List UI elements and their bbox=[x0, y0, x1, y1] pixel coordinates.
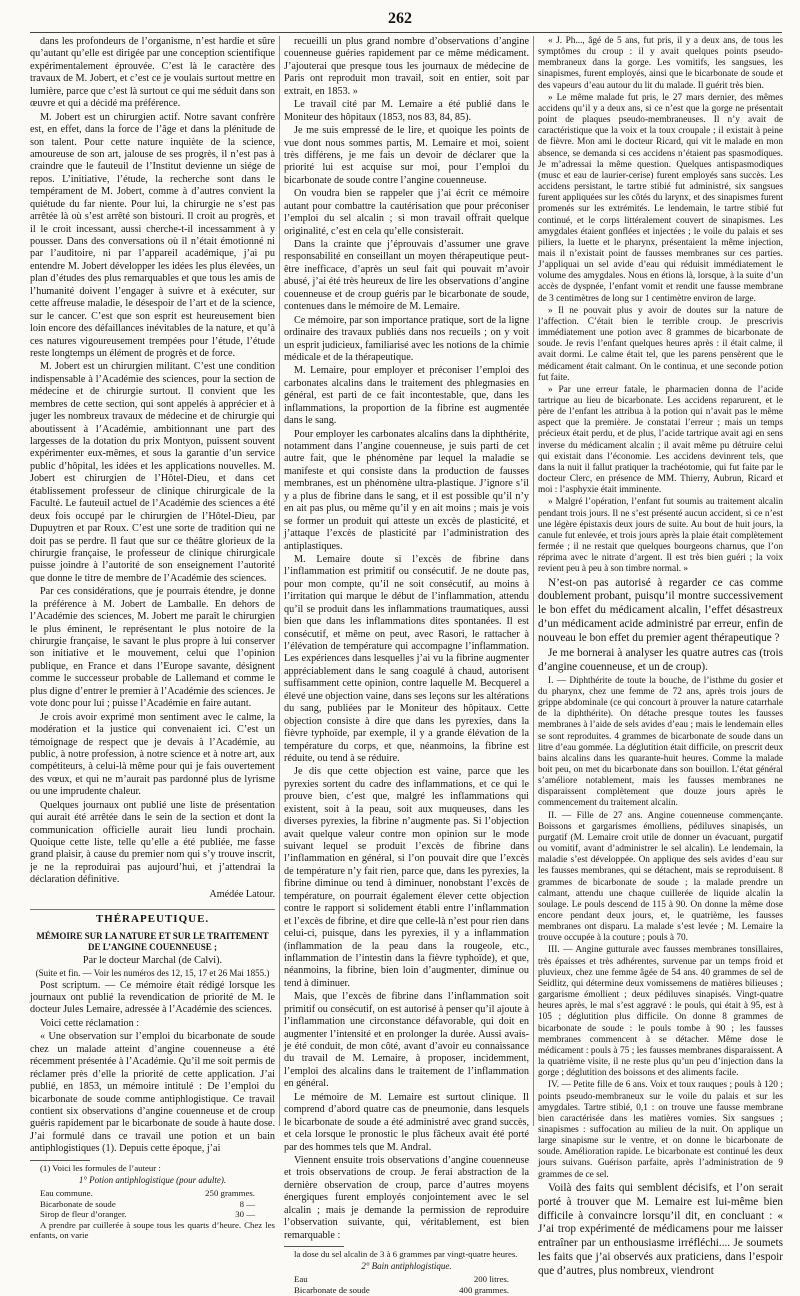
formula-row bbox=[30, 1209, 275, 1220]
column-middle bbox=[284, 36, 529, 1295]
paragraph: N’est-on pas autorisé à regarder ce cas comme doublement probant, puisqu’il montre successivement le bon effet du médicament alcalin, l’effet désastreux d’un médicament acide administré par erreur, enfin de nouveau le bon effet du premier agent thérapeutique ? bbox=[538, 576, 783, 645]
paragraph: Viennent ensuite trois observations d’angine couenneuse et trois observations de croup. Je ferai abstraction de la dernière observation de croup, parce d’autres moyens énergiques furent employés conjointement avec le sel alcalin ; mais je demande la permission de reproduire l’observation suivante, qui, véritablement, est bien remarquable : bbox=[284, 1154, 529, 1241]
column-divider bbox=[533, 36, 534, 1126]
formula-ingredient: Eau bbox=[294, 1274, 308, 1285]
formula-quantity: 250 grammes. bbox=[205, 1187, 255, 1198]
paragraph: M. Lemaire, pour employer et préconiser l’emploi des carbonates alcalins dans le traitement des phlegmasies en général, est parti de ce fait incontestable, que, dans les inflammations, la proportion de la fibrine est augmentée dans le sang. bbox=[284, 365, 529, 427]
formula-ingredient: Bicarbonate de soude bbox=[40, 1198, 116, 1209]
paragraph: Je me bornerai à analyser les quatre autres cas (trois d’angine couenneuse, et un de croup). bbox=[538, 646, 783, 673]
paragraph: Dans la crainte que j’éprouvais d’assumer une grave responsabilité en conseillant un moyen thérapeutique peut-être inefficace, d’après un seul fait qui pouvait m’avoir abusé, j’ai été très heureux de lire les observations d’angine couenneuse et de croup guéris par le bicarbonate de soude, contenues dans le mémoire de M. Lemaire. bbox=[284, 239, 529, 313]
case-summary: I. — Diphthérite de toute la bouche, de l’isthme du gosier et du pharynx, chez une femme de 72 ans, après trois jours de grippe abdominale (ce qui concourt à prouver la nature catarrhale de la diphthérite). On détache presque toutes les fausses membranes à l’aide de sels avides d’eau ; mais le lendemain elles se sont reproduites. 4 grammes de bicarbonate de soude dans un litre d’eau gommée. La déglutition était difficile, on prescrit deux bains alcalins dans les quarante-huit heures. Comme la malade boit peu, on met du bicarbonate dans son bouillon. L’état général s’améliore notablement, mais les fausses membranes ne disparaissent complètement que douze jours après le commencement du traitement alcalin. bbox=[538, 675, 783, 809]
paragraph: Post scriptum. — Ce mémoire était rédigé lorsque les journaux ont publié la revendication de priorité de M. le docteur Jules Lemaire, adressée à l’Académie des sciences. bbox=[30, 979, 275, 1016]
footnote-text: la dose du sel alcalin de 3 à 6 grammes par vingt-quatre heures. bbox=[294, 1249, 518, 1259]
paragraph: Ce mémoire, par son importance pratique, sort de la ligne ordinaire des travaux publiés dans nos recueils ; on y voit un esprit judicieux, familiarisé avec les notions de la chimie médicale et de la thérapeutique. bbox=[284, 314, 529, 363]
paragraph: Je me suis empressé de le lire, et quoique les points de vue dont nous sommes partis, M. Lemaire et moi, soient très différens, je me fais un devoir de déclarer que la priorité lui est acquise sur moi, pour l’emploi du bicarbonate de soude contre l’angine couenneuse. bbox=[284, 125, 529, 186]
paragraph: Le mémoire de M. Lemaire est surtout clinique. Il comprend d’abord quatre cas de pneumonie, dans lesquels le bicarbonate de soude a été administré avec grand succès, et cela lorsque le pronostic le plus fâcheux avait été porté par des hommes tels que M. Andral. bbox=[284, 1091, 529, 1153]
article-author: Par le docteur Marchal (de Calvi). bbox=[82, 954, 223, 966]
case-paragraph: » Malgré l’opération, l’enfant fut soumis au traitement alcalin pendant trois jours. Il ne s’est présenté aucun accident, si ce n’est une légère épistaxis deux jours de suite. Au bout de huit jours, la canule fut enlevée, et trois jours après la plaie était complètement fermée ; il ne restait que quelques bourgeons charnus, que l’on réprima avec le nitrate d’argent. Il est très bien guéri ; la voix revient peu à peu à son timbre normal. » bbox=[538, 497, 783, 575]
formula-row bbox=[284, 1274, 529, 1285]
case-paragraph: » Il ne pouvait plus y avoir de doutes sur la nature de l’affection. C’était bien le terrible croup. Je prescrivis immédiatement une potion avec 8 grammes de bicarbonate de soude. Je revis l’enfant quelques heures après : il était calme, il avait dormi. Le calme était tel, que les parens pensèrent que le médicament était calmant. On le continua, et une seconde potion fut faite. bbox=[538, 305, 783, 383]
paragraph: Mais, que l’excès de fibrine dans l’inflammation soit primitif ou consécutif, on est autorisé à penser qu’il ajoute à l’inflammation une circonstance défavorable, qui doit en augmenter l’intensité et en prolonger la durée. Aussi avais-je été conduit, de mon côté, avant d’avoir eu connaissance du travail de M. Lemaire, à proposer, incidemment, l’emploi des alcalins dans le traitement de l’inflammation en général. bbox=[284, 991, 529, 1090]
paragraph: M. Lemaire doute si l’excès de fibrine dans l’inflammation est primitif ou consécutif. Je ne doute pas, pour mon compte, qu’il ne soit consécutif, au moins à l’irritation qui marque le début de l’inflammation, attendu qu’il se produit dans les inflammations traumatiques, aussi bien que dans les inflammations dites spontanées. Il est consécutif, et même on peut, avec Rasori, le rattacher à l’élévation de température qui accompagne l’inflammation. Les expériences dans lesquelles j’ai vu la fibrine augmenter appréciablement dans le sang coagulé à chaud, autorisent suffisamment cette opinion, contre laquelle M. Becquerel a élevé une objection vaine, dans ses leçons sur les altérations du sang, publiées par le Moniteur des hôpitaux. Cette objection consiste à dire que dans les pyrexies, dans la fièvre typhoïde, par exemple, il y a grande élévation de la température du corps, et que, néanmoins, la fibrine est réduite, ou tend à se réduire. bbox=[284, 553, 529, 764]
paragraph: Par ces considérations, que je pourrais étendre, je donne la préférence à M. Jobert de Lamballe. En dehors de l’Académie des sciences, M. Jobert me paraît le chirurgien le plus éminent, le représentant le plus notoire de la chirurgie française, le savant le plus propre à lui conserver son initiative et le mouvement, celui que l’opinion publique, en France et dans l’Europe savante, désignent comme le successeur probable de Lallemand et comme le plus digne d’entrer le premier à l’Académie des sciences. Je vote donc pour lui ; puisse l’Académie en faire autant. bbox=[30, 586, 275, 710]
formula-title: 2° Bain antiphlogistique. bbox=[361, 1261, 452, 1272]
formula-ingredient: Sirop de fleur d’oranger. bbox=[40, 1209, 127, 1220]
paragraph: recueilli un plus grand nombre d’observations d’angine couenneuse guéries rapidement par ce même médicament. J’ajouterai que presque tous les journaux de médecine de Paris ont reproduit mon travail, soit en entier, soit par extrait, en 1853. » bbox=[284, 36, 529, 97]
case-summary: III. — Angine gutturale avec fausses membranes tonsillaires, très épaisses et très adhérentes, survenue par un temps froid et pluvieux, chez une femme âgée de 54 ans. 40 grammes de sel de Seidlitz, qui détermine deux vomissemens de matières bilieuses ; gargarisme émollient ; deux pédiluves sinapisés. Vingt-quatre heures après, le mal s’est aggravé : le pouls, qui était à 95, est à 105 ; déglutition plus difficile. On donne 8 grammes de bicarbonate de soude : le pouls tombe à 90 ; les fausses membranes commencent à se détacher. Même dose le médicament : pouls à 75 ; les fausses membranes disparaissent. A la quatrième visite, il ne reste plus qu’un peu d’injection dans la gorge ; déglutition des boissons et des aliments facile. bbox=[538, 945, 783, 1079]
paragraph: On voudra bien se rappeler que j’ai écrit ce mémoire autant pour combattre la cautérisation que pour préconiser l’emploi du sel alcalin ; si mon travail offrait quelque originalité, c’est en cela qu’elle consisterait. bbox=[284, 188, 529, 237]
header-rule bbox=[30, 32, 782, 33]
footnote-rule bbox=[284, 1246, 344, 1247]
paragraph: « Une observation sur l’emploi du bicarbonate de soude chez un malade atteint d’angine couenneuse a été récemment présentée à l’Académie. Qu’il me soit permis de réclamer près d’elle la priorité de cette application. J’ai publié, en 1853, un mémoire intitulé : De l’emploi du bicarbonate de soude comme antiphlogistique. Ce travail contient six observations d’angine couenneuse et de croup guéris rapidement par le bicarbonate de soude à haute dose. J’ai formulé dans ce travail une potion et un bain antiphlogistiques (1). Depuis cette époque, j’ai bbox=[30, 1031, 275, 1155]
column-left bbox=[30, 36, 275, 1241]
formula-quantity: 8 — bbox=[239, 1198, 255, 1209]
case-summary: II. — Fille de 27 ans. Angine couenneuse commençante. Boissons et gargarismes émolliens, pédiluves sinapisés, un purgatif (M. Lemaire croit utile de donner un évacuant, purgatif ou vomitif, avant d’administrer le sel alcalin). Le lendemain, la maladie s’est développée. On applique des sels avides d’eau sur les fausses membranes, qui se détachent, mais se reproduisent. 8 grammes de bicarbonate de soude ; la malade prendre un calmant, attendu une chaque cuillerée de liquide alcalin la soulage. Le pouls descend de 115 à 90. On donne la même dose encore pendant deux jours, et, le quatrième, les fausses membranes ont disparu. La malade s’est levée ; M. Lemaire la trouve occupée à la couture ; pouls à 70. bbox=[538, 810, 783, 944]
case-summary: IV. — Petite fille de 6 ans. Voix et toux rauques ; pouls à 120 ; points pseudo-membraneux sur le voile du palais et sur les amygdales. Tartre stibié, 0,1 : on trouve une fausse membrane bien caractérisée dans les matières vomies. Six sangsues ; sinapismes : suffocation au milieu de la nuit. On applique un large sinapisme sur le ventre, et on donne le bicarbonate de soude. Amélioration rapide. Le bicarbonate est continué les deux jours suivans. Guérison parfaite, après l’administration de 9 grammes de ce sel. bbox=[538, 1080, 783, 1180]
paragraph: M. Jobert est un chirurgien militant. C’est une condition indispensable à l’Académie des sciences, pour la section de médecine et de chirurgie surtout. Il convient que les membres de cette section, qui sont appelés à apprécier et à juger les nombreux travaux de médecine et de chirurgie qui aboutissent à l’Académie, ambitionnant une part des largesses de la dotation du prix Montyon, puissent souvent expérimenter eux-mêmes, et sous la garantie d’un service public d’hôpital, les idées et les applications nouvelles. M. Jobert est chirurgien de l’Hôtel-Dieu, et dans cet établissement professeur de clinique chirurgicale de la Faculté. Le fauteuil actuel de l’Académie des sciences a été deux fois occupé par le chirurgien de l’Hôtel-Dieu, par Dupuytren et par Roux. C’est une sorte de tradition qui ne doit pas se perdre. Il faut que sur ce théâtre glorieux de la chirurgie française, le professeur de clinique chirurgicale puisse joindre à l’autorité de son enseignement l’autorité que donne le titre de membre de l’Académie des sciences. bbox=[30, 361, 275, 584]
section-title: THÉRAPEUTIQUE. bbox=[30, 909, 275, 926]
formula-quantity: 400 grammes. bbox=[459, 1284, 509, 1295]
footnote-intro: (1) Voici les formules de l’auteur : bbox=[40, 1162, 161, 1173]
paragraph: Voilà des faits qui semblent décisifs, et l’on serait porté à trouver que M. Lemaire est lui-même bien difficile à convaincre lorsqu’il dit, en concluant : « J’ai trop expérimenté de médicamens pour me laisser entraîner par un enthousiasme irréfléchi.... Je soumets les faits que j’ai observés aux praticiens, dans l’espoir que d’autres, plus nombreux, viendront bbox=[538, 1181, 783, 1278]
paragraph: Voici cette réclamation : bbox=[40, 1017, 140, 1029]
case-paragraph: » Le même malade fut pris, le 27 mars dernier, des mêmes accidens qu’il y a deux ans, si ce n’est que la gorge ne présentait point de plaques pseudo-membraneuses. Il n’y avait de caractéristique que la voix et la toux croupale ; il existait à peine de fièvre. Mon ami le docteur Ricard, qui vit le malade en mon absence, se demanda si ces accidens n’étaient pas spasmodiques. Je m’adressai la même question. Quelques antispasmodiques (musc et eau de laurier-cerise) furent employés sans succès. Les accidens persistant, le tartre stibié fut administré, six sangsues furent appliquées sur les côtés du larynx, et des sinapismes furent promenés sur les extrémités. Le lendemain, le tartre stibié fut continué, et le corps littéralement couvert de sinapismes. Les amygdales étaient gonflées et injectées ; le voile du palais et ses piliers, la luette et le pharynx, présentaient la même injection, mais il n’existait point de fausses membranes sur ces parties. J’appliquai un sel avide d’eau qui réduisit immédiatement le volume des amygdales. Nous en étions là, lorsque, à la suite d’un accès de dyspnée, l’enfant vomit et rendit une fausse membrane de 3 centimètres de long sur 1 centimètre environ de large. bbox=[538, 92, 783, 304]
formula-ingredient: Eau commune. bbox=[40, 1187, 93, 1198]
formula-quantity: 30 — bbox=[235, 1209, 255, 1220]
case-paragraph: « J. Ph..., âgé de 5 ans, fut pris, il y a deux ans, de tous les symptômes du croup : il y avait quelques points pseudo-membraneux dans la gorge. Les vomitifs, les sangsues, les sinapismes, furent employés, ainsi que le bicarbonate de soude et des vapeurs d’eau autour du lit du malade. Il guérit très bien. bbox=[538, 36, 783, 91]
footnote-text: A prendre par cuillerée à soupe tous les quarts d’heure. Chez les enfants, on varie bbox=[30, 1219, 275, 1241]
paragraph: Quelques journaux ont publié une liste de présentation qui aurait été arrêtée dans le sein de la section et dont la communication officielle aurait lieu lundi prochain. Quoique cette liste, telle qu’elle a été publiée, me fasse grand plaisir, à cause du premier nom qui s’y trouve inscrit, je ne la reproduirai pas aujourd’hui, et j’attendrai la déclaration définitive. bbox=[30, 799, 275, 886]
case-paragraph: » Par une erreur fatale, le pharmacien donna de l’acide tartrique au lieu de bicarbonate. Les accidens reparurent, et le père de l’enfant les attribua à la potion qui n’avait pas le même aspect que la première. Je constatai l’erreur ; mais un temps précieux était perdu, et de plus, l’acide tartrique avait agi en sens inverse du médicament alcalin ; il avait même pu détruire celui qui existait dans l’économie. Les accidens devinrent tels, que dans la nuit il fallut pratiquer la trachéotomie, qui fut faite par le docteur Clerc, en présence de MM. Thierry, Aubrun, Ricard et moi : l’asphyxie était imminente. bbox=[538, 384, 783, 496]
article-title: MÉMOIRE SUR LA NATURE ET SUR LE TRAITEMENT DE L’ANGINE COUENNEUSE ; bbox=[36, 930, 269, 952]
paragraph: M. Jobert est un chirurgien actif. Notre savant confrère est, en effet, dans la force de l’âge et dans la plénitude de son talent. Pour cette nature inquiète de la science, amoureuse de son art, jalouse de ses progrès, il n’est pas à craindre que le fauteuil de l’Institut devienne un siége de repos. L’initiative, l’étude, la recherche sont dans le tempérament de M. Jobert, comme à d’autres convient la quiétude du far niente. Pour lui, la chirurgie ne s’est pas arrêtée là où s’est arrêté son bistouri. Il croit au progrès, et il le croit incessant, aussi cherche-t-il incessamment à y pousser. Dans des conversations où il n’était émotionné ni par l’auditoire, ni par l’appareil académique, j’ai pu entendre M. Jobert développer les idées les plus élevées, un plan d’études des plus remarquables et que tous les amis de l’humanité doivent l’engager à suivre et à exécuter, sur cette affreuse maladie, le désespoir de l’art et de la science, sur le cancer. C’est que son esprit est heureusement bien loin encore des défaillances inévitables de la nature, et qu’à ces natures vigoureusement trempées pour l’étude, l’étude reste longtemps un élément de progrès et de force. bbox=[30, 111, 275, 359]
formula-title: 1° Potion antiphlogistique (pour adulte). bbox=[78, 1174, 227, 1185]
formula-quantity: 200 litres. bbox=[473, 1274, 509, 1285]
formula-row bbox=[30, 1199, 275, 1210]
paragraph: dans les profondeurs de l’organisme, n’est hardie et sûre qu’autant qu’elle est dirigée par une conception scientifique expérimentalement éprouvée. C’est là le caractère des travaux de M. Jobert, et c’est ce je voulais surtout mettre en lumière, parce que c’est là surtout ce qui me séduit dans son œuvre et qui a décidé ma préférence. bbox=[30, 36, 275, 110]
formula-row bbox=[284, 1285, 529, 1296]
paragraph: Je dis que cette objection est vaine, parce que les pyrexies sortent du cadre des inflammations, et ce qui le prouve bien, c’est que, malgré les inflammations qui existent, soit à la peau, soit aux muqueuses, dans les diverses pyrexies, la fibrine n’augmente pas. Si l’objection avait quelque valeur contre mon opinion sur le mode suivant lequel se produit l’excès de fibrine dans l’inflammation en général, si l’on pouvait dire que l’excès de température n’y fait rien, parce que, dans les pyrexies, la fibrine diminue ou tend à diminuer, nonobstant l’excès de température, on pourrait également élever cette objection contre le rapport si solidement établi entre l’inflammation et l’excès de fibrine, et dire que celle-là n’est pour rien dans celui-ci, puisque, dans les pyrexies, il y a inflammation (inflammation de la peau dans la rougeole, etc., inflammation de l’intestin dans la fièvre typhoïde), et que, néanmoins, la fibrine, bien loin d’augmenter, diminue ou tend à diminuer. bbox=[284, 766, 529, 989]
column-divider bbox=[279, 36, 280, 1126]
column-right bbox=[538, 36, 783, 1278]
formula-row bbox=[30, 1188, 275, 1199]
page-number: 262 bbox=[388, 10, 412, 27]
footnote-rule bbox=[30, 1160, 90, 1161]
formula-ingredient: Bicarbonate de soude bbox=[294, 1284, 370, 1295]
paragraph: Je crois avoir exprimé mon sentiment avec le calme, la modération et la justice qui convenaient ici. C’est un témoignage de respect que je devais à l’Académie, au public, à notre profession, à notre science et à notre art, aux compétiteurs, à celui-là même pour qui je fais ouvertement des vœux, et qui ne m’aurait pas pardonné plus de lyrisme ou une imprudente chaleur. bbox=[30, 711, 275, 798]
author-signature: Amédée Latour. bbox=[209, 888, 275, 900]
paragraph: Pour employer les carbonates alcalins dans la diphthérite, notamment dans l’angine couenneuse, je suis parti de cet autre fait, que le phénomène par lequel la maladie se manifeste et qui consiste dans la production de fausses membranes, est un phénomène ultra-plastique. J’ignore s’il y a plus de fibrine dans le sang, et il est possible qu’il n’y en ait pas plus, ou même qu’il y en ait moins ; mais je vois se former un produit qui atteste un excès de plasticité, et j’attaque l’excès de plasticité par l’administration des antiplastiques. bbox=[284, 428, 529, 552]
article-continuation-note: (Suite et fin. — Voir les numéros des 12, 15, 17 et 26 Mai 1855.) bbox=[35, 967, 270, 978]
paragraph: Le travail cité par M. Lemaire a été publié dans le Moniteur des hôpitaux (1853, nos 83, 84, 85). bbox=[284, 99, 529, 123]
